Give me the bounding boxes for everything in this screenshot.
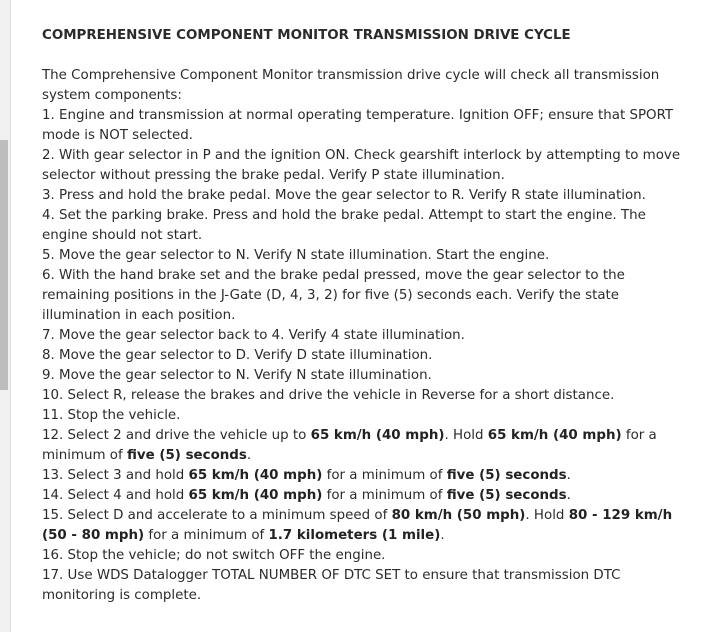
- step-text: . Hold: [444, 428, 488, 443]
- step-item: 7. Move the gear selector back to 4. Verify 4 state illumination.: [42, 328, 465, 343]
- step-text: for a minimum of: [322, 488, 447, 503]
- step-emphasis: five (5) seconds: [446, 488, 567, 503]
- step-text: 14. Select 4 and hold: [42, 488, 189, 503]
- step-text: for a minimum of: [322, 468, 447, 483]
- step-emphasis: 65 km/h (40 mph): [188, 488, 323, 503]
- step-text: 13. Select 3 and hold: [42, 468, 189, 483]
- step-item: [42, 466, 682, 486]
- step-item: 11. Stop the vehicle.: [42, 408, 181, 423]
- step-emphasis: 65 km/h (40 mph): [487, 428, 622, 443]
- step-emphasis: 1.7 kilometers (1 mile): [268, 528, 441, 543]
- step-text: for a minimum of: [42, 428, 657, 463]
- step-emphasis: 65 km/h (40 mph): [188, 468, 323, 483]
- steps-list: [42, 106, 682, 606]
- page-title: COMPREHENSIVE COMPONENT MONITOR TRANSMISSION DRIVE CYCLE: [42, 28, 571, 43]
- step-item: 2. With gear selector in P and the ignition ON. Check gearshift interlock by attempting to move selector without pressing the brake pedal. Verify P state illumination.: [42, 148, 681, 183]
- step-text: .: [440, 528, 445, 543]
- step-item: 9. Move the gear selector to N. Verify N state illumination.: [42, 368, 432, 383]
- step-text: .: [566, 468, 571, 483]
- scrollbar-track[interactable]: [0, 0, 10, 632]
- step-emphasis: five (5) seconds: [446, 468, 567, 483]
- step-text: 12. Select 2 and drive the vehicle up to: [42, 428, 311, 443]
- step-item: 17. Use WDS Datalogger TOTAL NUMBER OF DTC SET to ensure that transmission DTC monitoring is complete.: [42, 568, 621, 603]
- divider: [10, 0, 11, 632]
- scrollbar-thumb[interactable]: [0, 140, 8, 390]
- step-item: 1. Engine and transmission at normal operating temperature. Ignition OFF; ensure that SPORT mode is NOT selected.: [42, 108, 674, 143]
- step-emphasis: five (5) seconds: [126, 448, 247, 463]
- step-text: .: [246, 448, 252, 463]
- step-item: 6. With the hand brake set and the brake pedal pressed, move the gear selector to the remaining positions in the J-Gate (D, 4, 3, 2) for five (5) seconds each. Verify the state illumination in each position.: [42, 268, 625, 323]
- step-item: [42, 426, 682, 466]
- step-text: .: [566, 488, 571, 503]
- step-item: 4. Set the parking brake. Press and hold the brake pedal. Attempt to start the engine. The engine should not start.: [42, 208, 646, 243]
- step-text: for a minimum of: [144, 528, 269, 543]
- intro-paragraph: The Comprehensive Component Monitor transmission drive cycle will check all transmission system components:: [42, 68, 660, 103]
- step-item: [42, 506, 682, 546]
- step-emphasis: 65 km/h (40 mph): [310, 428, 445, 443]
- document-body: [42, 26, 682, 606]
- step-item: 10. Select R, release the brakes and drive the vehicle in Reverse for a short distance.: [42, 388, 615, 403]
- step-item: [42, 486, 682, 506]
- step-text: 15. Select D and accelerate to a minimum speed of: [42, 508, 392, 523]
- step-item: 16. Stop the vehicle; do not switch OFF the engine.: [42, 548, 386, 563]
- step-emphasis: 80 km/h (50 mph): [391, 508, 526, 523]
- step-item: 5. Move the gear selector to N. Verify N state illumination. Start the engine.: [42, 248, 550, 263]
- step-item: 3. Press and hold the brake pedal. Move the gear selector to R. Verify R state illumination.: [42, 188, 646, 203]
- step-text: . Hold: [525, 508, 569, 523]
- step-emphasis: 80 - 129 km/h (50 - 80 mph): [42, 508, 673, 543]
- step-item: 8. Move the gear selector to D. Verify D state illumination.: [42, 348, 433, 363]
